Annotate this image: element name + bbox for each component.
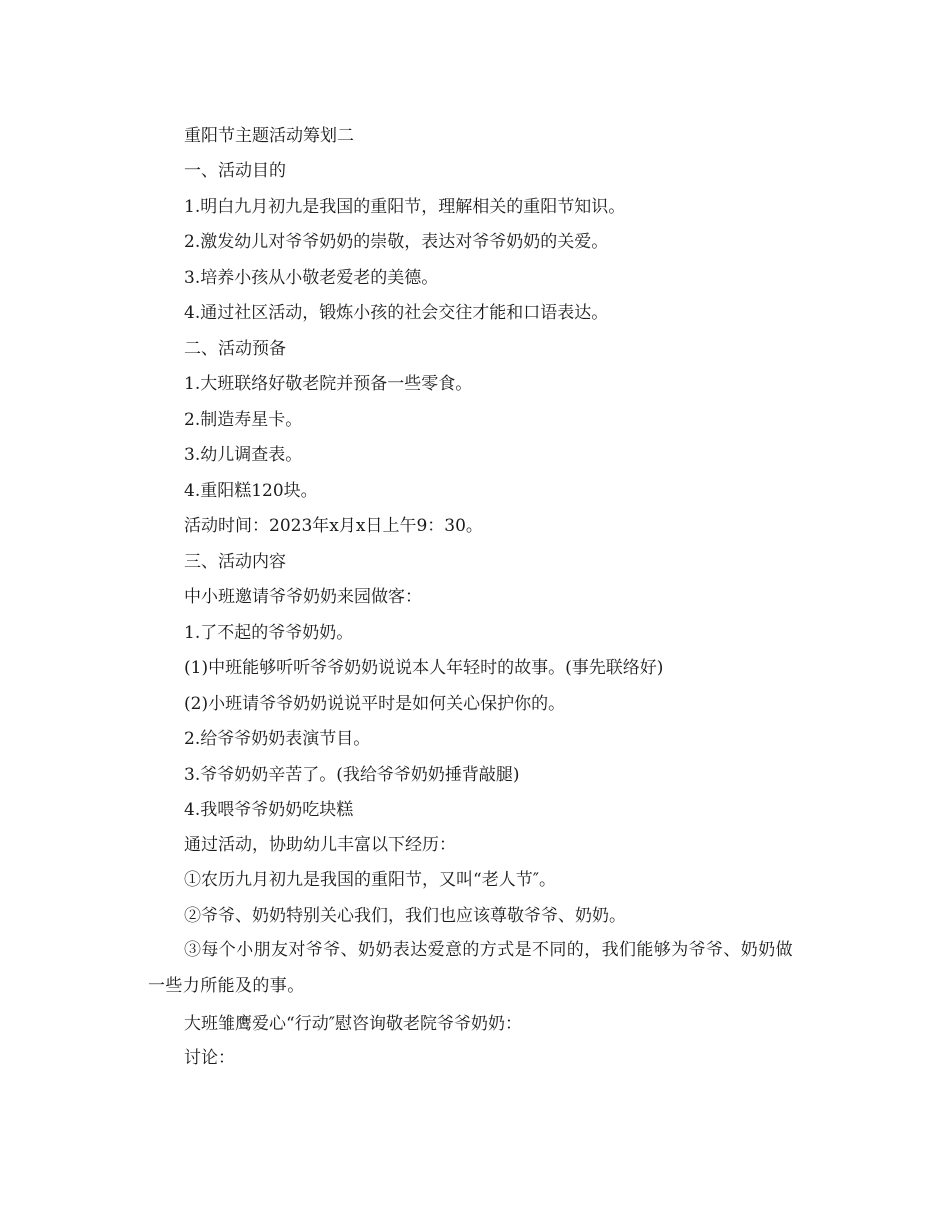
text-line: 3.幼儿调查表。 bbox=[184, 445, 303, 465]
activity-time: 活动时间：2023年x月x日上午9：30。 bbox=[184, 516, 483, 536]
text-line: 讨论： bbox=[184, 1048, 235, 1068]
text-line: 4.我喂爷爷奶奶吃块糕 bbox=[184, 800, 354, 820]
text-line: 2.制造寿星卡。 bbox=[184, 410, 303, 430]
text-line: ②爷爷、奶奶特别关心我们，我们也应该尊敬爷爷、奶奶。 bbox=[184, 906, 626, 926]
text-line: 1.明白九月初九是我国的重阳节，理解相关的重阳节知识。 bbox=[184, 197, 626, 217]
section-heading-prep: 二、活动预备 bbox=[184, 339, 286, 359]
text-line: 大班雏鹰爱心“行动″慰咨询敬老院爷爷奶奶： bbox=[184, 1014, 523, 1034]
text-line: 通过活动，协助幼儿丰富以下经历： bbox=[184, 835, 456, 855]
document-title: 重阳节主题活动筹划二 bbox=[184, 126, 354, 146]
wrapped-paragraph: ③每个小朋友对爷爷、奶奶表达爱意的方式是不同的，我们能够为爷爷、奶奶做一些力所能及的事。 bbox=[148, 940, 793, 996]
section-heading-goals: 一、活动目的 bbox=[184, 161, 286, 181]
text-line: 2.激发幼儿对爷爷奶奶的崇敬，表达对爷爷奶奶的关爱。 bbox=[184, 232, 609, 252]
text-line: (1)中班能够听听爷爷奶奶说说本人年轻时的故事。(事先联络好) bbox=[184, 658, 664, 678]
text-line: 3.培养小孩从小敬老爱老的美德。 bbox=[184, 268, 439, 288]
text-line: 中小班邀请爷爷奶奶来园做客： bbox=[184, 587, 422, 607]
text-line: ①农历九月初九是我国的重阳节，又叫“老人节″。 bbox=[184, 870, 557, 890]
text-line: 1.大班联络好敬老院并预备一些零食。 bbox=[184, 374, 473, 394]
section-heading-content: 三、活动内容 bbox=[184, 552, 286, 572]
text-line: 4.通过社区活动，锻炼小孩的社会交往才能和口语表达。 bbox=[184, 303, 609, 323]
text-line: 3.爷爷奶奶辛苦了。(我给爷爷奶奶捶背敲腿) bbox=[184, 765, 520, 785]
text-line: 2.给爷爷奶奶表演节目。 bbox=[184, 729, 371, 749]
text-line: 4.重阳糕120块。 bbox=[184, 481, 318, 501]
text-line: (2)小班请爷爷奶奶说说平时是如何关心保护你的。 bbox=[184, 694, 566, 714]
text-line: 1.了不起的爷爷奶奶。 bbox=[184, 623, 354, 643]
